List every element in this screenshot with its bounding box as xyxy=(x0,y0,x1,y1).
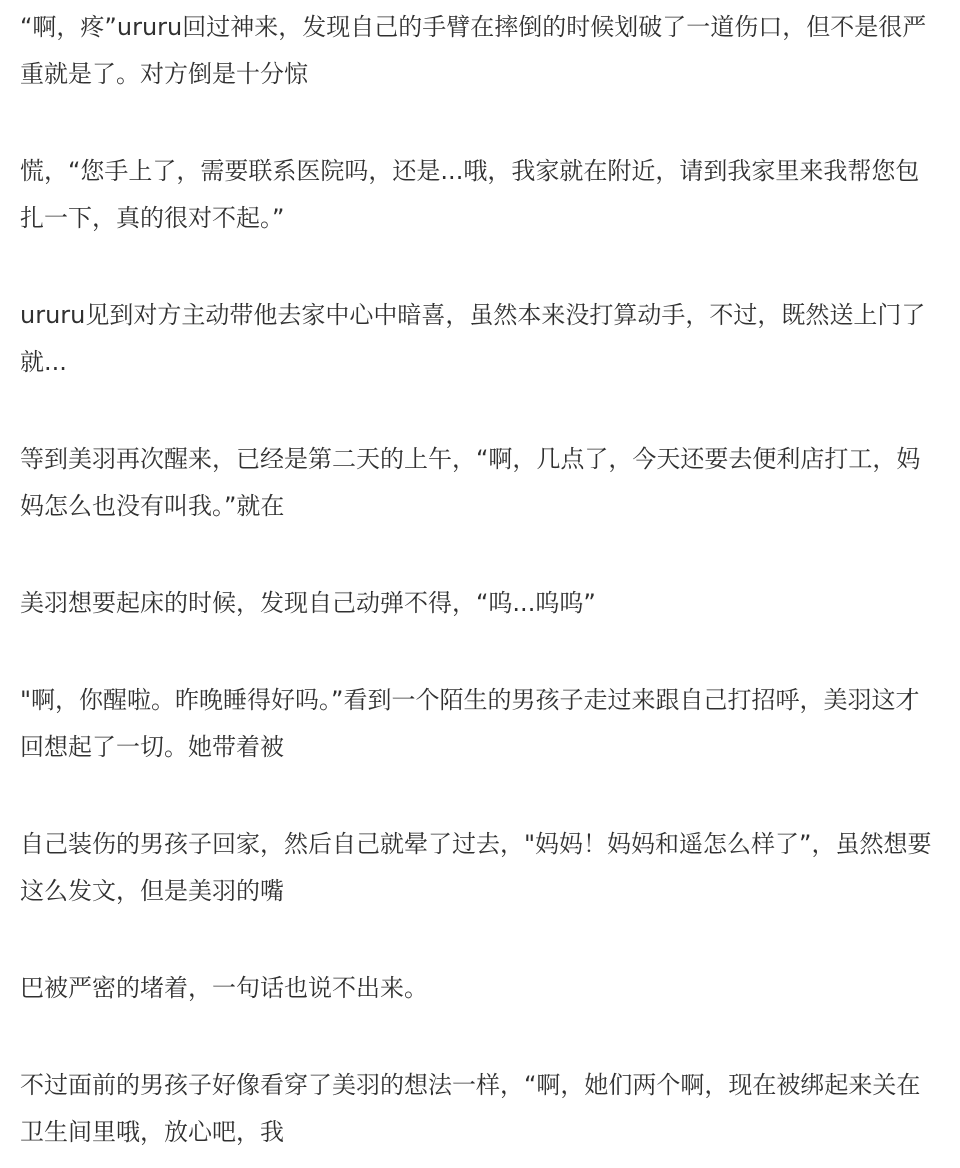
paragraph: 等到美羽再次醒来，已经是第二天的上午，“啊，几点了，今天还要去便利店打工，妈妈怎么也没有叫我。”就在 xyxy=(20,445,921,520)
paragraph: 不过面前的男孩子好像看穿了美羽的想法一样，“啊，她们两个啊，现在被绑起来关在卫生间里哦，放心吧，我 xyxy=(20,1071,921,1146)
novel-page xyxy=(20,4,940,1156)
paragraph: “啊，疼”ururu回过神来，发现自己的手臂在摔倒的时候划破了一道伤口，但不是很严重就是了。对方倒是十分惊 xyxy=(20,13,927,88)
paragraph: 慌，“您手上了，需要联系医院吗，还是...哦，我家就在附近，请到我家里来我帮您包扎一下，真的很对不起。” xyxy=(20,157,920,232)
paragraph: 巴被严密的堵着，一句话也说不出来。 xyxy=(20,974,428,1002)
paragraph: 自己装伤的男孩子回家，然后自己就晕了过去，"妈妈！妈妈和遥怎么样了”，虽然想要这么发文，但是美羽的嘴 xyxy=(20,830,932,905)
paragraph: ururu见到对方主动带他去家中心中暗喜，虽然本来没打算动手，不过，既然送上门了就... xyxy=(20,301,926,376)
paragraph: "啊，你醒啦。昨晚睡得好吗。”看到一个陌生的男孩子走过来跟自己打招呼，美羽这才回想起了一切。她带着被 xyxy=(20,686,920,761)
paragraph: 美羽想要起床的时候，发现自己动弹不得，“呜...呜呜” xyxy=(20,589,596,617)
